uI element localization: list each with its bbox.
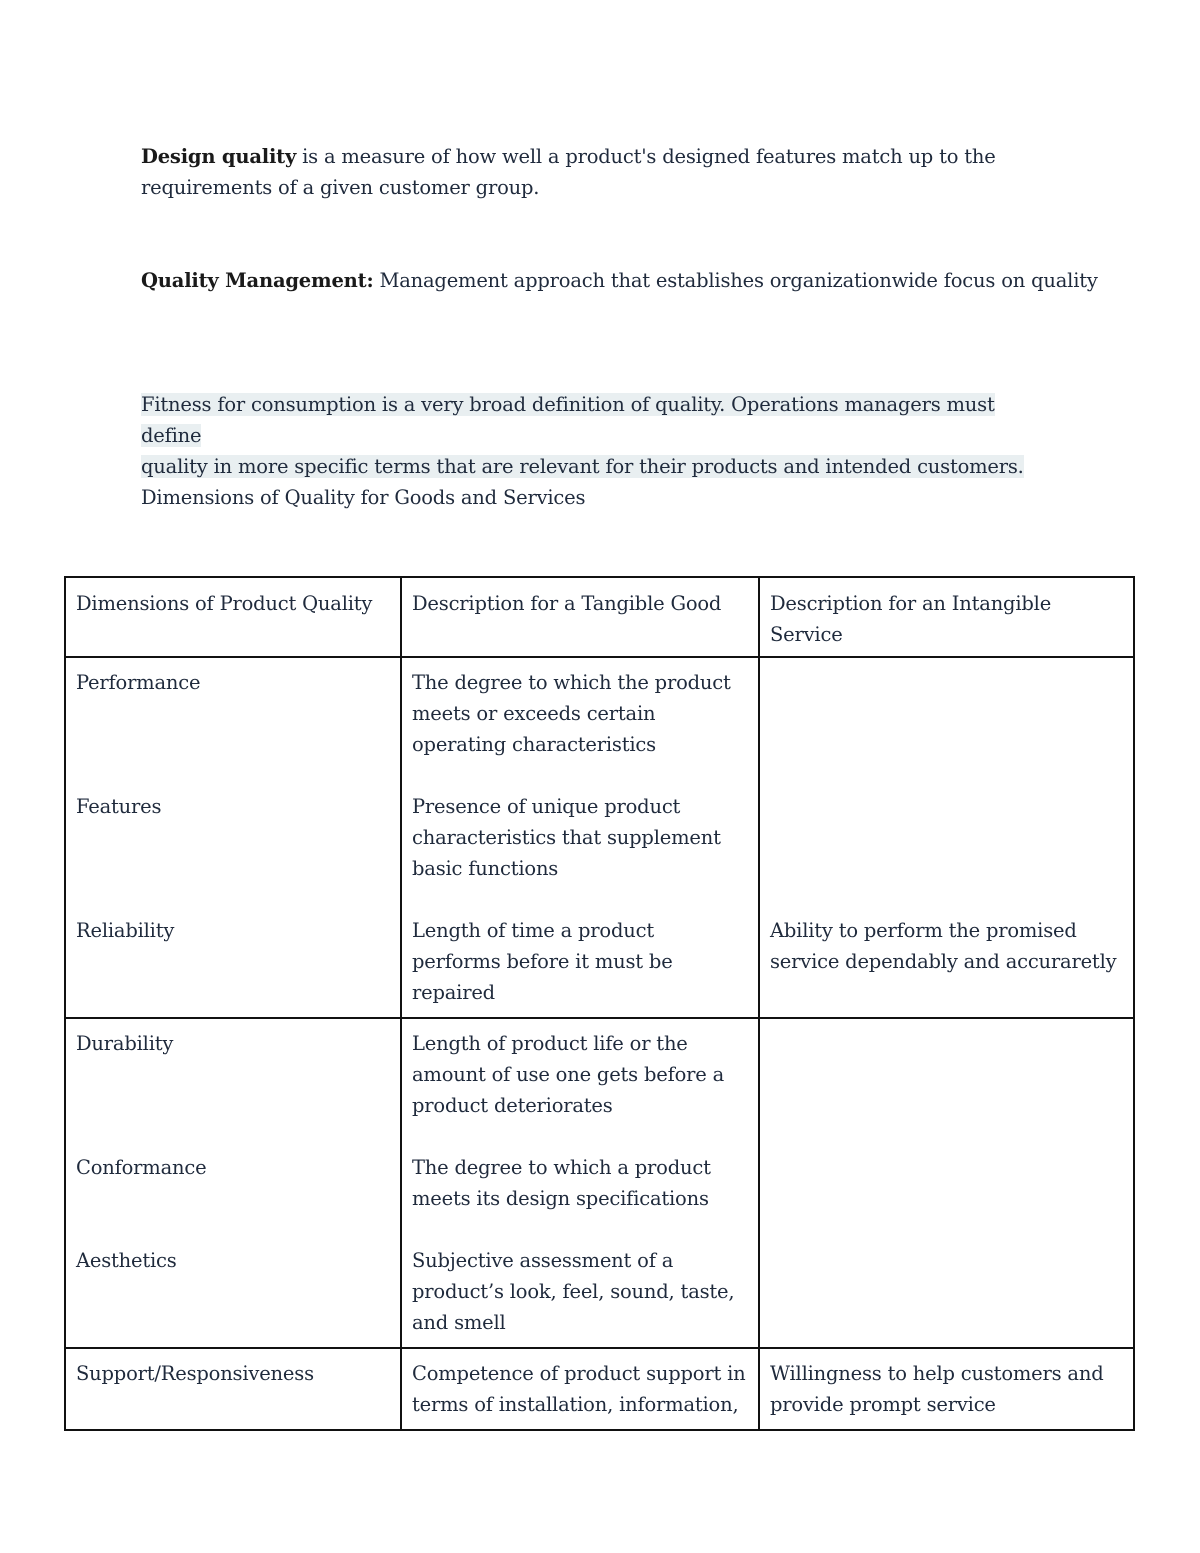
service-reliability: Ability to perform the promised service dependably and accuraretly (770, 919, 1117, 973)
good-cell (401, 1348, 759, 1430)
fitness-line-1: Fitness for consumption is a very broad definition of quality. Operations managers must define (141, 393, 995, 447)
good-durability: Length of product life or the amount of use one gets before a product deteriorates (412, 1032, 725, 1117)
service-cell (759, 657, 1134, 1018)
quality-management-term: Quality Management: (141, 269, 374, 292)
service-support: Willingness to help customers and provide prompt service (770, 1362, 1104, 1416)
quality-management-definition: Management approach that establishes organizationwide focus on quality (373, 269, 1098, 292)
service-cell (759, 1018, 1134, 1348)
table-row (65, 1348, 1134, 1430)
dimension-cell (65, 1348, 401, 1430)
header-cell-service: Description for an Intangible Service (759, 577, 1134, 657)
dimension-durability: Durability (76, 1032, 174, 1055)
dimension-performance: Performance (76, 671, 201, 694)
good-cell (401, 657, 759, 1018)
dimension-features: Features (76, 795, 162, 818)
fitness-line-2: quality in more specific terms that are relevant for their products and intended customers. (141, 455, 1024, 478)
dimension-conformance: Conformance (76, 1156, 207, 1179)
good-conformance: The degree to which a product meets its design specifications (412, 1156, 711, 1210)
good-features: Presence of unique product characteristics that supplement basic functions (412, 795, 721, 880)
header-cell-good: Description for a Tangible Good (401, 577, 759, 657)
dimensions-table (64, 576, 1135, 1431)
table-row (65, 657, 1134, 1018)
dimension-support: Support/Responsiveness (76, 1362, 314, 1385)
dimension-aesthetics: Aesthetics (76, 1249, 177, 1272)
table-row (65, 1018, 1134, 1348)
table-header-row (65, 577, 1134, 657)
dimensions-heading: Dimensions of Quality for Goods and Services (141, 486, 586, 509)
design-quality-definition: is a measure of how well a product's designed features match up to the requirements of a given customer group. (141, 145, 996, 199)
good-performance: The degree to which the product meets or exceeds certain operating characteristics (412, 671, 731, 756)
design-quality-term: Design quality (141, 145, 297, 168)
dimension-cell (65, 657, 401, 1018)
fitness-paragraph (141, 389, 1041, 482)
good-cell (401, 1018, 759, 1348)
header-cell-dimension: Dimensions of Product Quality (65, 577, 401, 657)
service-cell (759, 1348, 1134, 1430)
good-reliability: Length of time a product performs before it must be repaired (412, 919, 673, 1004)
dimension-cell (65, 1018, 401, 1348)
dimension-reliability: Reliability (76, 919, 175, 942)
good-support: Competence of product support in terms of installation, information, (412, 1362, 746, 1416)
design-quality-paragraph (141, 141, 1101, 203)
quality-management-paragraph (141, 265, 1141, 296)
good-aesthetics: Subjective assessment of a product’s look, feel, sound, taste, and smell (412, 1249, 735, 1334)
